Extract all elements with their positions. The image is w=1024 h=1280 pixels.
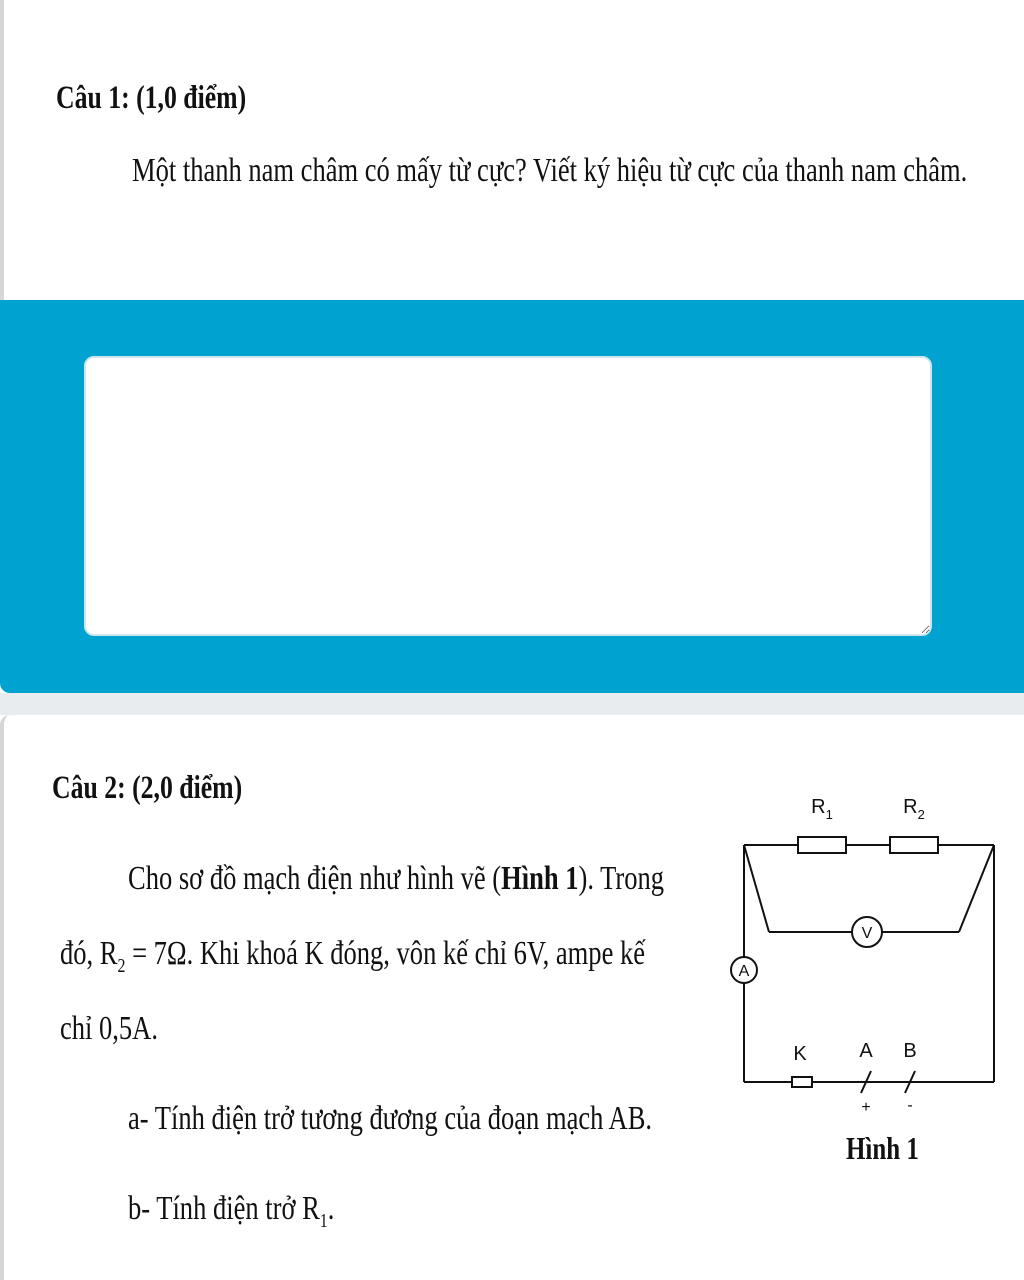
figure-caption: Hình 1 [846,1130,919,1166]
resistor-r2-symbol [890,837,938,853]
question-1-title: Câu 1: (1,0 điểm) [56,80,247,116]
voltmeter-label: V [861,925,873,942]
switch-k-label: K [793,1043,807,1065]
terminal-b-label: B [903,1040,917,1062]
switch-k-symbol [792,1077,812,1087]
question-2-line-3: chỉ 0,5A. [60,1010,158,1047]
question-1-text: Một thanh nam châm có mấy từ cực? Viết ký hiệu từ cực của thanh nam châm. [132,152,968,189]
answer-panel [0,300,1024,693]
figure-reference: Hình 1 [501,860,579,897]
r2-label: $R_2$ [903,796,925,822]
terminal-a-label: A [859,1040,873,1062]
question-1-card [0,0,1024,300]
r1-label: $R_1$ [811,796,833,822]
card-separator [0,693,1024,715]
plus-sign: + [861,1099,871,1116]
question-2-line-1: Cho sơ đồ mạch điện như hình vẽ (Hình 1). Trong [128,860,664,897]
question-2-line-2: đó, $R_2 = 7\Omega$. Khi khoá K đóng, vôn kế chỉ 6V, ampe kế [60,935,645,977]
question-2-part-a: a- Tính điện trở tương đương của đoạn mạch AB. [128,1100,653,1137]
ammeter-label: A [738,963,750,980]
question-2-title: Câu 2: (2,0 điểm) [52,770,243,806]
answer-textarea[interactable] [84,356,932,636]
circuit-diagram [724,775,1004,1125]
question-2-part-b: b- Tính điện trở $R_1$. [128,1190,335,1232]
resistor-r1-symbol [798,837,846,853]
minus-sign: - [907,1097,913,1114]
